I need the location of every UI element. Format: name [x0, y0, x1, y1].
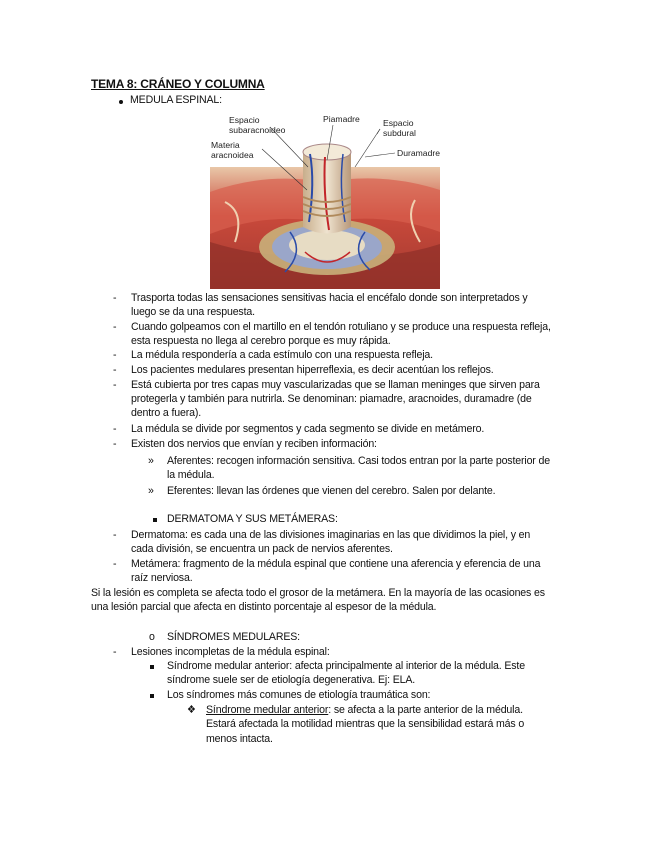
- bullet-dot: [119, 100, 123, 104]
- dash-marker: -: [113, 379, 117, 391]
- sub-sub-list-item: [206, 703, 523, 718]
- sub-list-item-cont: síndrome suele ser de etiología degenerativa. Ej: ELA.: [167, 674, 416, 686]
- spinal-cord-meninges-illustration: [205, 112, 445, 290]
- sub-list-item: Los síndromes más comunes de etiología traumática son:: [167, 689, 431, 701]
- label-subaracnoideo-2: subaracnoideo: [229, 125, 286, 135]
- diamond-star-icon: ❖: [187, 704, 196, 716]
- dash-marker: -: [113, 321, 117, 333]
- label-subaracnoideo-1: Espacio: [229, 115, 260, 125]
- sub-list-item-cont: la médula.: [167, 469, 215, 481]
- dash-marker: -: [113, 423, 117, 435]
- square-bullet: [150, 665, 154, 669]
- term-description: : se afecta a la parte anterior de la médula.: [328, 704, 523, 716]
- dash-marker: -: [113, 646, 117, 658]
- label-aracnoidea-2: aracnoidea: [211, 150, 254, 160]
- list-item: La médula se divide por segmentos y cada segmento se divide en metámero.: [131, 423, 485, 435]
- dash-marker: -: [113, 349, 117, 361]
- label-subdural-2: subdural: [383, 128, 416, 138]
- circle-marker: o: [149, 631, 155, 643]
- label-piamadre: Piamadre: [323, 114, 360, 124]
- dash-marker: -: [113, 364, 117, 376]
- list-item-cont: esta respuesta no llega al cerebro porque es muy rápida.: [131, 335, 391, 347]
- raquo-marker: »: [148, 455, 154, 467]
- list-item: Está cubierta por tres capas muy vascularizadas que se llaman meninges que sirven para: [131, 379, 540, 391]
- list-item: La médula respondería a cada estímulo con una respuesta refleja.: [131, 349, 433, 361]
- paragraph-line: Si la lesión es completa se afecta todo el grosor de la metámera. En la mayoría de las ocasiones es: [91, 587, 545, 599]
- list-item-cont: cada división, se encuentra un pack de nervios aferentes.: [131, 543, 393, 555]
- list-item-cont: raíz nerviosa.: [131, 572, 193, 584]
- list-item: Metámera: fragmento de la médula espinal que contiene una aferencia y eferencia de una: [131, 558, 541, 570]
- list-item: Trasporta todas las sensaciones sensitivas hacia el encéfalo donde son interpretados y: [131, 292, 528, 304]
- section-heading-sindromes: SÍNDROMES MEDULARES:: [167, 631, 300, 643]
- label-subdural-1: Espacio: [383, 118, 414, 128]
- label-duramadre: Duramadre: [397, 148, 440, 158]
- section-heading-medula: MEDULA ESPINAL:: [130, 94, 222, 106]
- label-aracnoidea-1: Materia: [211, 140, 240, 150]
- sub-sub-list-item-cont: Estará afectada la motilidad mientras que la sensibilidad estará más o: [206, 718, 525, 730]
- sub-list-item: Eferentes: llevan las órdenes que vienen del cerebro. Salen por delante.: [167, 485, 496, 497]
- list-item: Existen dos nervios que envían y reciben información:: [131, 438, 377, 450]
- list-item-cont: dentro a fuera).: [131, 407, 202, 419]
- list-item: Cuando golpeamos con el martillo en el tendón rotuliano y se produce una respuesta refleja,: [131, 321, 551, 333]
- dash-marker: -: [113, 292, 117, 304]
- list-item: Lesiones incompletas de la médula espinal:: [131, 646, 330, 658]
- dash-marker: -: [113, 558, 117, 570]
- sub-list-item: Aferentes: recogen información sensitiva. Casi todos entran por la parte posterior de: [167, 455, 550, 467]
- raquo-marker: »: [148, 485, 154, 497]
- list-item: Dermatoma: es cada una de las divisiones imaginarias en las que dividimos la piel, y en: [131, 529, 531, 541]
- square-bullet: [153, 518, 157, 522]
- sub-sub-list-item-cont: menos intacta.: [206, 733, 273, 745]
- dash-marker: -: [113, 529, 117, 541]
- paragraph-line: una lesión parcial que afecta en distinto porcentaje al espesor de la médula.: [91, 601, 437, 613]
- list-item: Los pacientes medulares presentan hiperreflexia, es decir acentúan los reflejos.: [131, 364, 494, 376]
- list-item-cont: protegerla y también para nutrirla. Se denominan: piamadre, aracnoides, duramadre (de: [131, 393, 532, 405]
- underlined-term: Síndrome medular anterior: [206, 704, 329, 716]
- dash-marker: -: [113, 438, 117, 450]
- square-bullet: [150, 694, 154, 698]
- page-title: TEMA 8: CRÁNEO Y COLUMNA: [91, 77, 265, 91]
- list-item-cont: luego se da una respuesta.: [131, 306, 255, 318]
- section-heading-dermatoma: DERMATOMA Y SUS METÁMERAS:: [167, 513, 338, 525]
- sub-list-item: Síndrome medular anterior: afecta principalmente al interior de la médula. Este: [167, 660, 525, 672]
